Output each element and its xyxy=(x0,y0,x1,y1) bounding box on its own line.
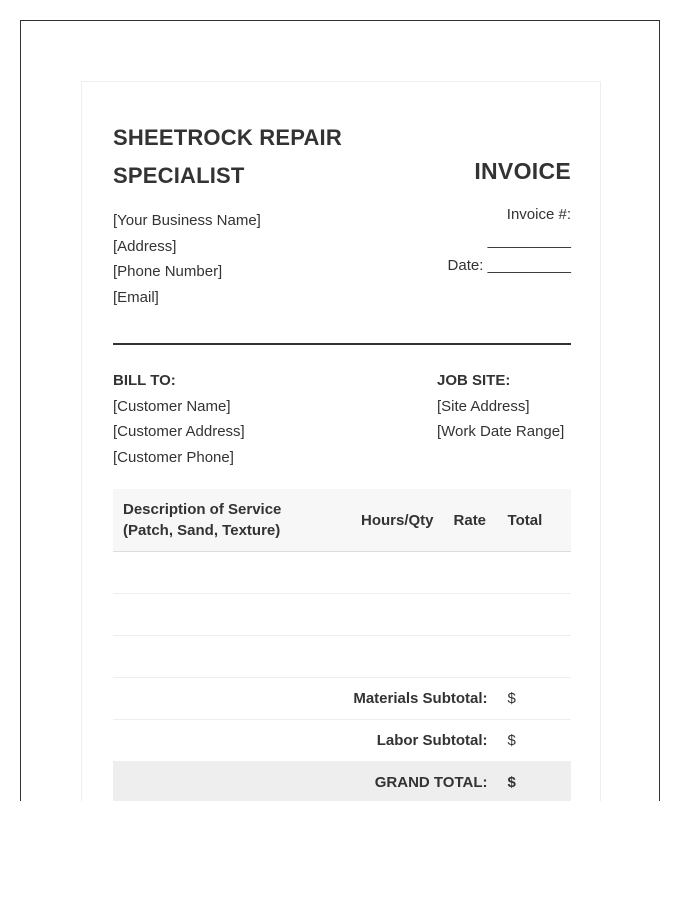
header-total: Total xyxy=(498,489,571,552)
cell-description xyxy=(113,636,341,678)
cell-total xyxy=(498,636,571,678)
document-frame xyxy=(20,20,660,801)
labor-subtotal-label: Labor Subtotal: xyxy=(113,720,498,762)
grand-total-label: GRAND TOTAL: xyxy=(113,762,498,802)
labor-subtotal-value: $ xyxy=(498,720,571,762)
job-site-section xyxy=(437,368,571,445)
invoice-number-field: __________ xyxy=(487,231,571,249)
cell-total xyxy=(498,594,571,636)
table-row xyxy=(113,594,571,636)
business-title: SHEETROCK REPAIR SPECIALIST xyxy=(113,125,342,188)
cell-rate xyxy=(444,552,498,594)
invoice-meta xyxy=(431,202,571,279)
work-date-range: [Work Date Range] xyxy=(437,423,565,441)
header-hours-qty: Hours/Qty xyxy=(341,489,444,552)
cell-hours-qty xyxy=(341,636,444,678)
labor-subtotal-row xyxy=(113,720,571,762)
materials-subtotal-label: Materials Subtotal: xyxy=(113,678,498,720)
header-description: Description of Service (Patch, Sand, Texture) xyxy=(113,489,341,552)
business-phone: [Phone Number] xyxy=(113,263,223,281)
cell-description xyxy=(113,552,341,594)
invoice-page xyxy=(81,81,601,801)
cell-hours-qty xyxy=(341,594,444,636)
invoice-number-label: Invoice #: xyxy=(506,206,571,223)
customer-address: [Customer Address] xyxy=(113,423,245,441)
invoice-date-field: Date: __________ xyxy=(447,257,571,275)
materials-subtotal-row xyxy=(113,678,571,720)
job-site-heading: JOB SITE: xyxy=(437,372,511,389)
cell-hours-qty xyxy=(341,552,444,594)
business-email: [Email] xyxy=(113,288,159,306)
header-rate: Rate xyxy=(444,489,498,552)
site-address: [Site Address] xyxy=(437,397,530,415)
invoice-title: INVOICE xyxy=(474,158,571,184)
materials-subtotal-value: $ xyxy=(498,678,571,720)
cell-description xyxy=(113,594,341,636)
business-name: [Your Business Name] xyxy=(113,212,261,229)
business-address: [Address] xyxy=(113,237,177,255)
table-row xyxy=(113,552,571,594)
bill-to-section xyxy=(113,368,245,470)
table-row xyxy=(113,636,571,678)
customer-name: [Customer Name] xyxy=(113,397,231,415)
grand-total-row xyxy=(113,762,571,802)
cell-total xyxy=(498,552,571,594)
customer-phone: [Customer Phone] xyxy=(113,448,234,466)
grand-total-value: $ xyxy=(498,762,571,802)
table-header-row xyxy=(113,489,571,552)
services-table xyxy=(113,489,571,801)
business-info xyxy=(113,208,261,310)
cell-rate xyxy=(444,636,498,678)
cell-rate xyxy=(444,594,498,636)
header-divider xyxy=(113,343,571,345)
bill-to-heading: BILL TO: xyxy=(113,372,176,389)
